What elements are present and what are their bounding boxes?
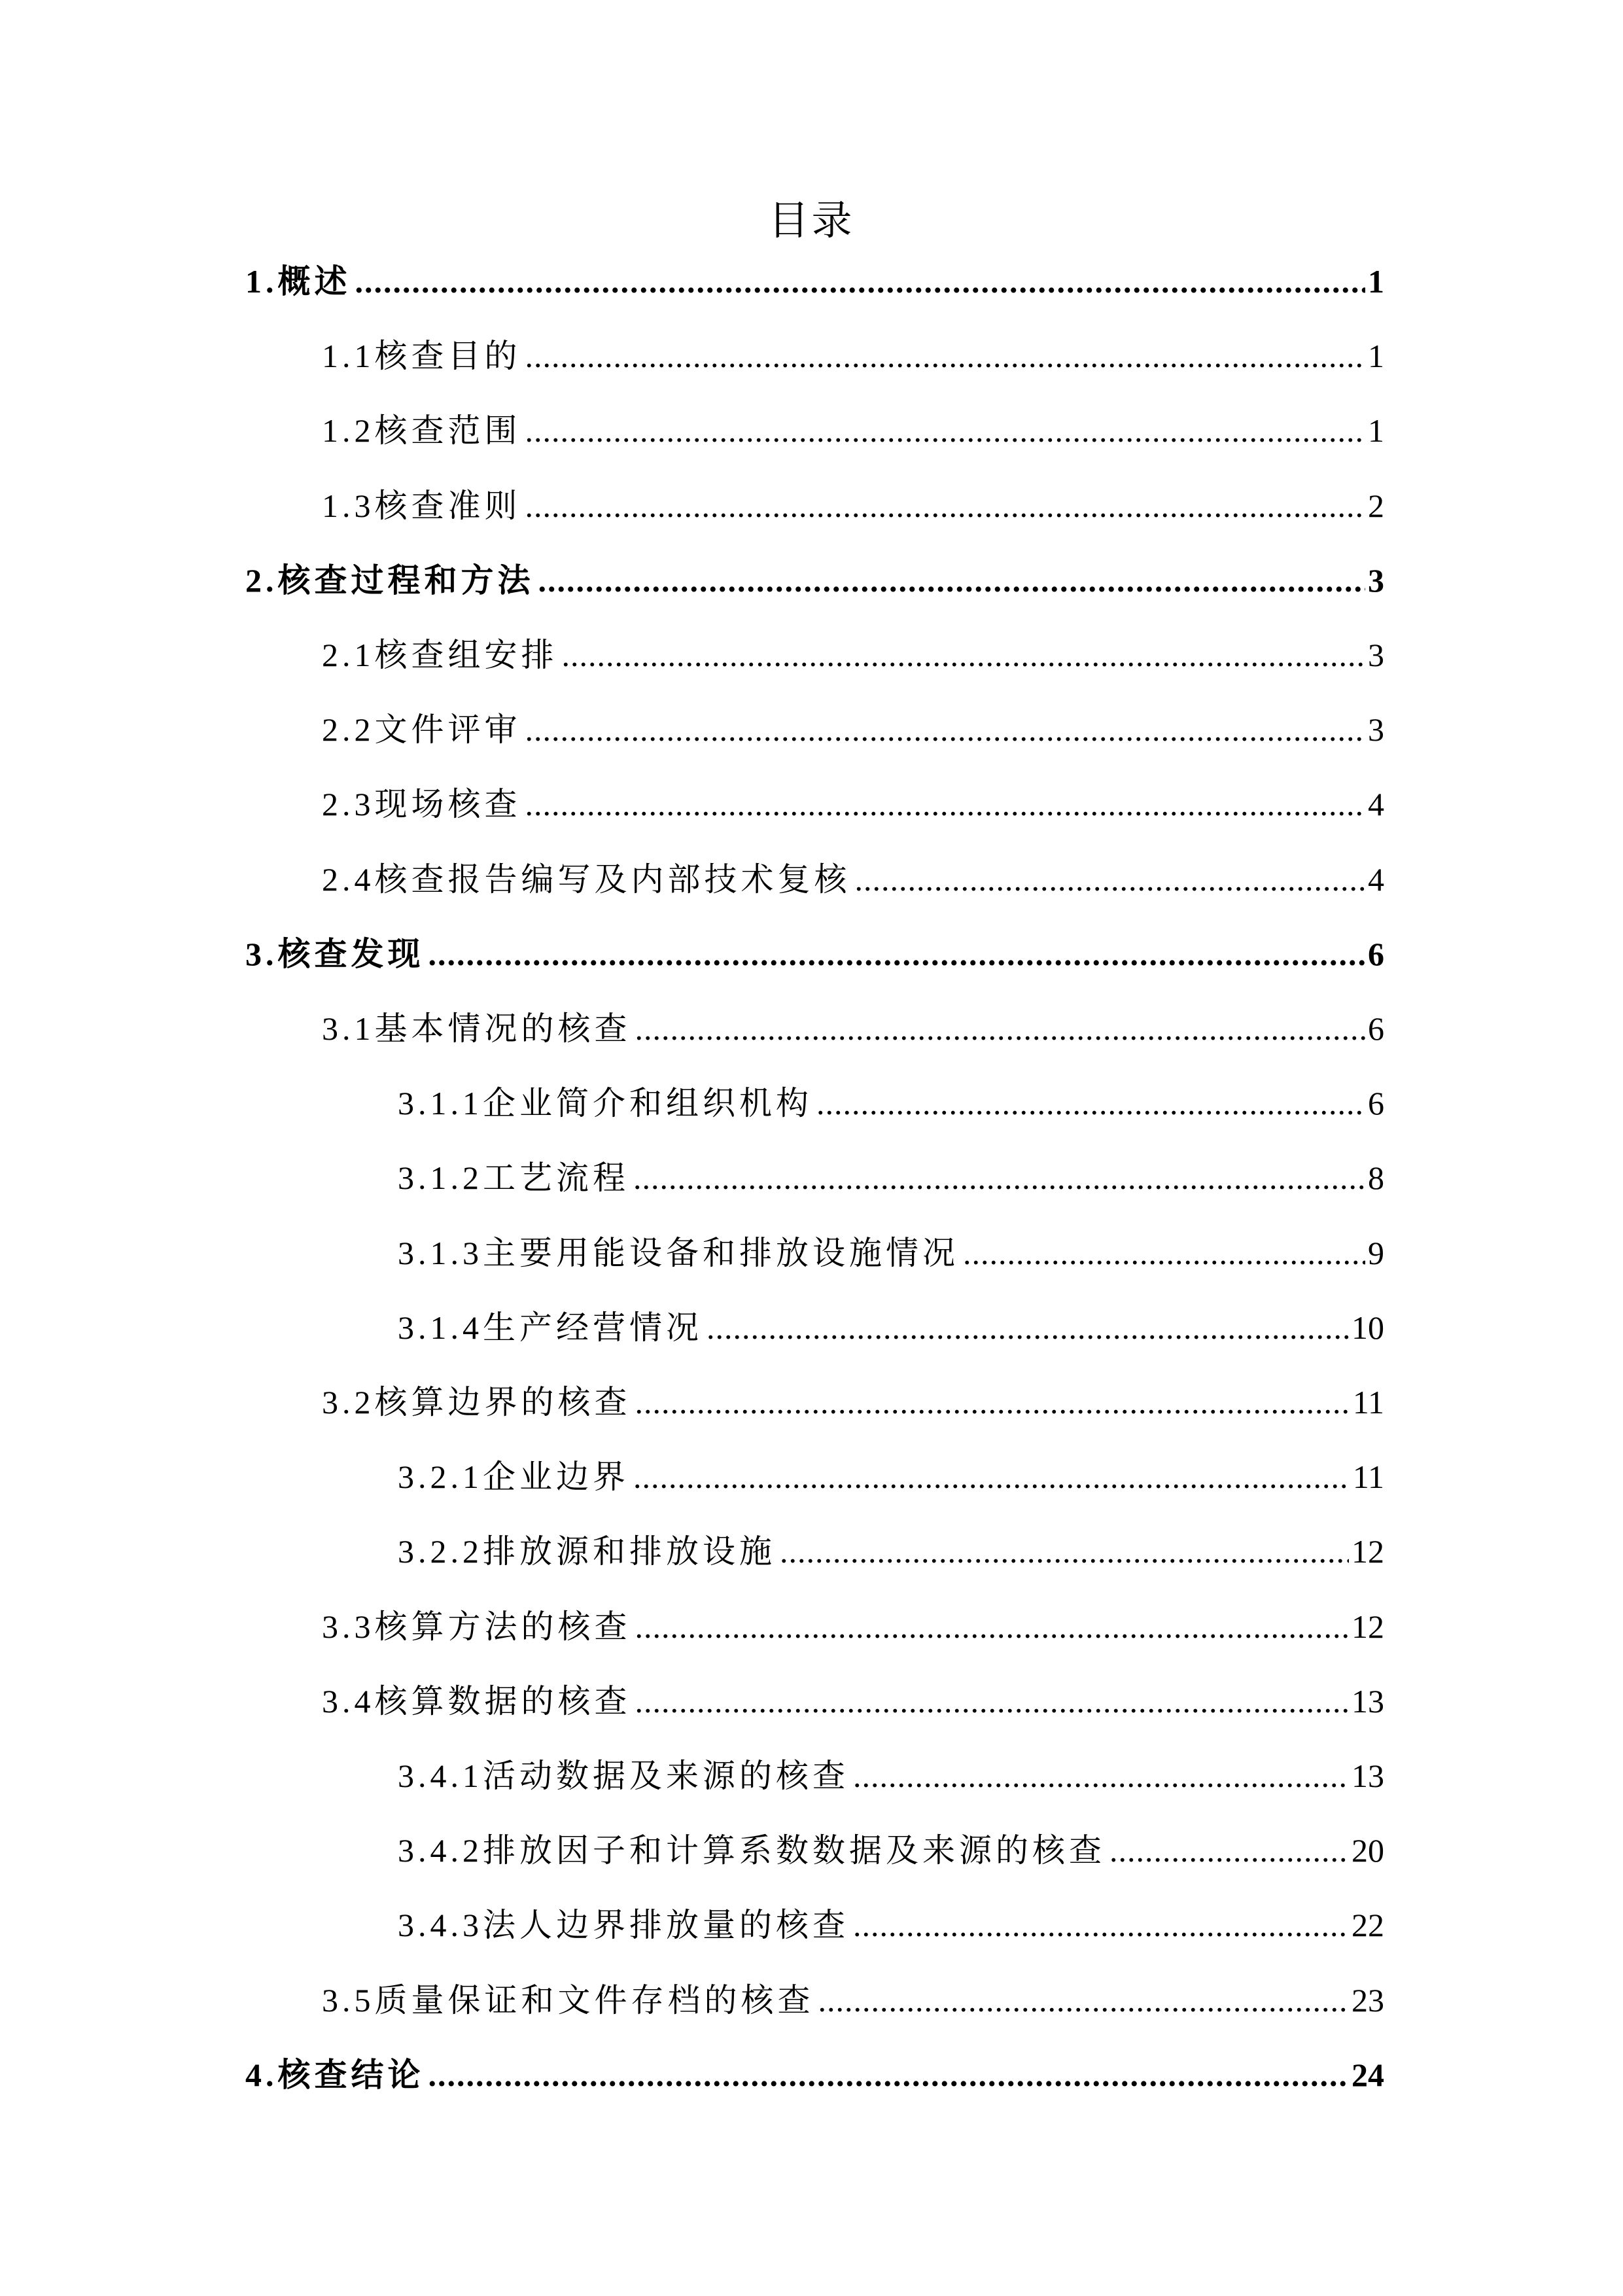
toc-entry[interactable] [322,404,1384,457]
toc-entry-page-number: 1 [1368,338,1384,374]
dot-leader [853,1750,1349,1802]
toc-entry[interactable] [245,554,1384,607]
toc-entry[interactable] [398,1899,1384,1951]
dot-leader [635,1600,1350,1653]
toc-entry-title: 1.3核查准则 [322,487,521,524]
toc-entry-page-number: 12 [1352,1533,1384,1570]
toc-entry[interactable] [398,1227,1384,1279]
dot-leader [635,1675,1350,1727]
toc-entry[interactable] [245,928,1384,980]
dot-leader [1109,1824,1349,1877]
dot-leader [816,1077,1365,1129]
toc-entry-page-number: 12 [1352,1608,1384,1645]
toc-entry-page-number: 8 [1368,1159,1384,1196]
toc-entry[interactable] [322,629,1384,681]
dot-leader [635,1002,1366,1055]
dot-leader [525,703,1366,756]
toc-entry-title: 1.概述 [245,263,351,300]
toc-entry-title: 3.1.4生产经营情况 [398,1309,703,1346]
toc-entry-page-number: 3 [1368,562,1384,599]
toc-entry-page-number: 13 [1352,1683,1384,1720]
dot-leader [818,1974,1350,2026]
toc-entry-page-number: 2 [1368,487,1384,524]
dot-leader [780,1525,1349,1578]
toc-entry[interactable] [398,1152,1384,1204]
toc-entry-title: 3.2.1企业边界 [398,1458,629,1495]
toc-entry-title: 3.1基本情况的核查 [322,1010,631,1047]
toc-entry-title: 1.2核查范围 [322,412,521,449]
dot-leader [562,629,1366,681]
toc-entry-title: 2.4核查报告编写及内部技术复核 [322,861,851,898]
toc-entry[interactable] [322,330,1384,382]
toc-entry-title: 3.1.2工艺流程 [398,1159,629,1196]
toc-entry-title: 3.核查发现 [245,936,425,972]
toc-entry[interactable] [322,853,1384,906]
toc-entry[interactable] [398,1824,1384,1877]
dot-leader [525,480,1366,532]
toc-entry-page-number: 1 [1368,412,1384,449]
dot-leader [428,928,1366,980]
toc-entry-title: 3.5质量保证和文件存档的核查 [322,1982,814,2019]
dot-leader [355,255,1366,308]
toc-entry-page-number: 4 [1368,861,1384,898]
toc-entry-title: 3.4.1活动数据及来源的核查 [398,1757,849,1794]
toc-entry-title: 3.4.3法人边界排放量的核查 [398,1907,849,1943]
toc-entry-page-number: 22 [1352,1907,1384,1943]
toc-entry-title: 1.1核查目的 [322,338,521,374]
toc-entry-page-number: 11 [1352,1458,1384,1495]
dot-leader [963,1227,1365,1279]
toc-entry-page-number: 24 [1352,2057,1384,2093]
toc-entry-page-number: 20 [1352,1832,1384,1869]
toc-entry-page-number: 4 [1368,786,1384,822]
dot-leader [525,778,1366,830]
toc-entry-title: 3.2核算边界的核查 [322,1384,631,1421]
dot-leader [633,1152,1365,1204]
toc-entry[interactable] [398,1525,1384,1578]
toc-entry[interactable] [245,2049,1384,2101]
dot-leader [853,1899,1349,1951]
toc-entry[interactable] [398,1451,1384,1503]
toc-entry[interactable] [322,778,1384,830]
toc-entry[interactable] [322,1376,1384,1428]
toc-entry[interactable] [322,703,1384,756]
toc-entry-page-number: 6 [1368,936,1384,972]
dot-leader [538,554,1366,607]
toc-entry-title: 2.1核查组安排 [322,637,558,673]
toc-entry-title: 3.2.2排放源和排放设施 [398,1533,776,1570]
dot-leader [855,853,1366,906]
dot-leader [633,1451,1350,1503]
toc-entry-page-number: 10 [1352,1309,1384,1346]
dot-leader [525,330,1366,382]
toc-entry-title: 3.1.1企业简介和组织机构 [398,1085,812,1122]
toc-entry[interactable] [398,1750,1384,1802]
toc-entry[interactable] [322,1675,1384,1727]
toc-entry[interactable] [398,1077,1384,1129]
toc-entry-page-number: 13 [1352,1757,1384,1794]
dot-leader [635,1376,1350,1428]
toc-entry-title: 3.4核算数据的核查 [322,1683,631,1720]
toc-entry[interactable] [322,1600,1384,1653]
toc-entry-page-number: 23 [1352,1982,1384,2019]
dot-leader [525,404,1366,457]
toc-entry-title: 4.核查结论 [245,2057,425,2093]
dot-leader [707,1301,1349,1354]
toc-entry-title: 3.4.2排放因子和计算系数数据及来源的核查 [398,1832,1106,1869]
toc-entry[interactable] [322,480,1384,532]
toc-entry[interactable] [322,1002,1384,1055]
toc-entry-page-number: 11 [1352,1384,1384,1421]
toc-entry-page-number: 1 [1368,263,1384,300]
toc-entry[interactable] [245,255,1384,308]
toc-entry-title: 3.3核算方法的核查 [322,1608,631,1645]
toc-entry-title: 3.1.3主要用能设备和排放设施情况 [398,1235,959,1271]
toc-entry-title: 2.2文件评审 [322,711,521,748]
dot-leader [428,2049,1350,2101]
toc-entry-page-number: 3 [1368,711,1384,748]
toc-entry[interactable] [398,1301,1384,1354]
toc-entry[interactable] [322,1974,1384,2026]
page-title: 目录 [768,199,855,243]
toc-entry-title: 2.核查过程和方法 [245,562,534,599]
toc-entry-page-number: 6 [1368,1010,1384,1047]
toc-entry-page-number: 9 [1368,1235,1384,1271]
toc-entry-page-number: 6 [1368,1085,1384,1122]
toc-entry-page-number: 3 [1368,637,1384,673]
toc-entry-title: 2.3现场核查 [322,786,521,822]
